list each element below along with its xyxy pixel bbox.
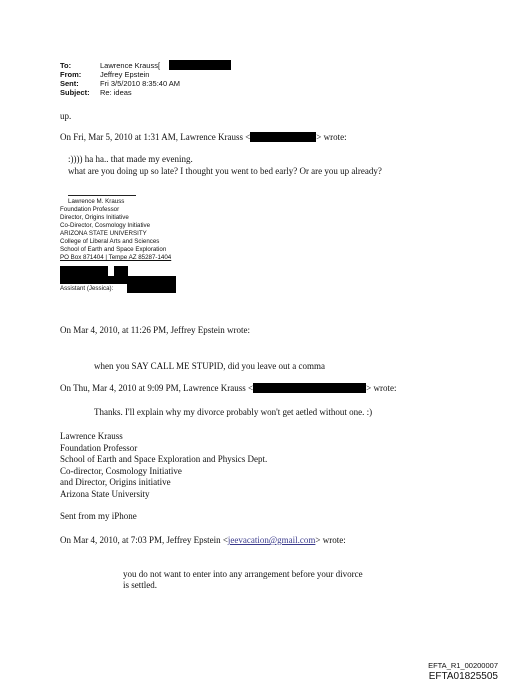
signature-divider — [68, 195, 136, 196]
assistant-label: Assistant (Jessica): — [60, 285, 114, 292]
quote3-body: Thanks. I'll explain why my divorce probably won't get aetled without one. :) — [94, 407, 373, 417]
footer-id-small: EFTA_R1_00200007 — [428, 661, 498, 670]
reply-text: up. — [60, 111, 72, 121]
quote1-prefix: On Fri, Mar 5, 2010 at 1:31 AM, Lawrence Krauss < — [60, 132, 251, 142]
sig-small-line-1: Foundation Professor — [60, 206, 120, 213]
redaction-quote3-email — [253, 383, 366, 393]
quote4-line2: is settled. — [123, 580, 157, 590]
sig-large-line-0: Lawrence Krauss — [60, 431, 123, 441]
sent-value: Fri 3/5/2010 8:35:40 AM — [100, 79, 181, 88]
from-label: From: — [60, 70, 82, 79]
quote2-body: when you SAY CALL ME STUPID, did you leave out a comma — [94, 361, 325, 371]
subject-value: Re: ideas — [100, 88, 132, 97]
redaction-quote1-email — [250, 132, 316, 142]
redaction-phone-2 — [114, 266, 128, 276]
signature-large — [60, 431, 267, 500]
sig-large-line-1: Foundation Professor — [60, 442, 138, 453]
quote1-suffix: > wrote: — [316, 132, 347, 142]
quote3-suffix: > wrote: — [366, 383, 397, 393]
quote2-header: On Mar 4, 2010, at 11:26 PM, Jeffrey Epstein wrote: — [60, 325, 250, 335]
sent-label: Sent: — [60, 79, 79, 88]
quote1-line2: what are you doing up so late? I thought you went to bed early? Or are you up already? — [68, 166, 382, 176]
to-value: Lawrence Krauss[ — [100, 61, 161, 70]
quote3-header — [60, 383, 396, 393]
redaction-to-email — [169, 60, 231, 70]
sig-small-line-2: Director, Origins Initiative — [60, 214, 129, 221]
to-label: To: — [60, 61, 72, 70]
signature-small — [60, 198, 171, 262]
sig-small-line-7: PO Box 871404 | Tempe AZ 85287-1404 — [60, 254, 172, 261]
quote4-suffix: > wrote: — [315, 535, 346, 545]
redaction-phone-3 — [60, 276, 176, 284]
sig-large-line-4: and Director, Origins initiative — [60, 477, 171, 487]
redaction-assistant — [127, 284, 176, 293]
quote3-prefix: On Thu, Mar 4, 2010 at 9:09 PM, Lawrence Krauss < — [60, 383, 254, 393]
sig-large-line-5: Arizona State University — [60, 488, 150, 499]
quote4-header — [60, 535, 346, 545]
quote1-line1: :)))) ha ha.. that made my evening. — [68, 154, 193, 164]
sent-from-iphone: Sent from my iPhone — [60, 511, 137, 521]
sig-small-line-3: Co-Director, Cosmology Initiative — [60, 222, 151, 229]
quote4-line1: you do not want to enter into any arrangement before your divorce — [123, 569, 363, 579]
footer-id-large: EFTA01825505 — [428, 671, 498, 682]
sig-large-line-2: School of Earth and Space Exploration and Physics Dept. — [60, 454, 268, 464]
sig-small-line-4: ARIZONA STATE UNIVERSITY — [60, 230, 147, 237]
sig-large-line-3: Co-director, Cosmology Initiative — [60, 465, 182, 476]
from-value: Jeffrey Epstein — [100, 70, 150, 79]
quote4-prefix: On Mar 4, 2010, at 7:03 PM, Jeffrey Epstein < — [60, 535, 228, 545]
sig-small-line-5: College of Liberal Arts and Sciences — [60, 238, 160, 245]
sig-small-line-6: School of Earth and Space Exploration — [60, 246, 167, 253]
sig-small-line-0: Lawrence M. Krauss — [68, 198, 125, 205]
subject-label: Subject: — [60, 88, 90, 97]
quote1-header — [60, 132, 347, 142]
redaction-phone-1 — [60, 266, 108, 276]
quote4-email-link[interactable]: jeevacation@gmail.com — [227, 535, 316, 545]
